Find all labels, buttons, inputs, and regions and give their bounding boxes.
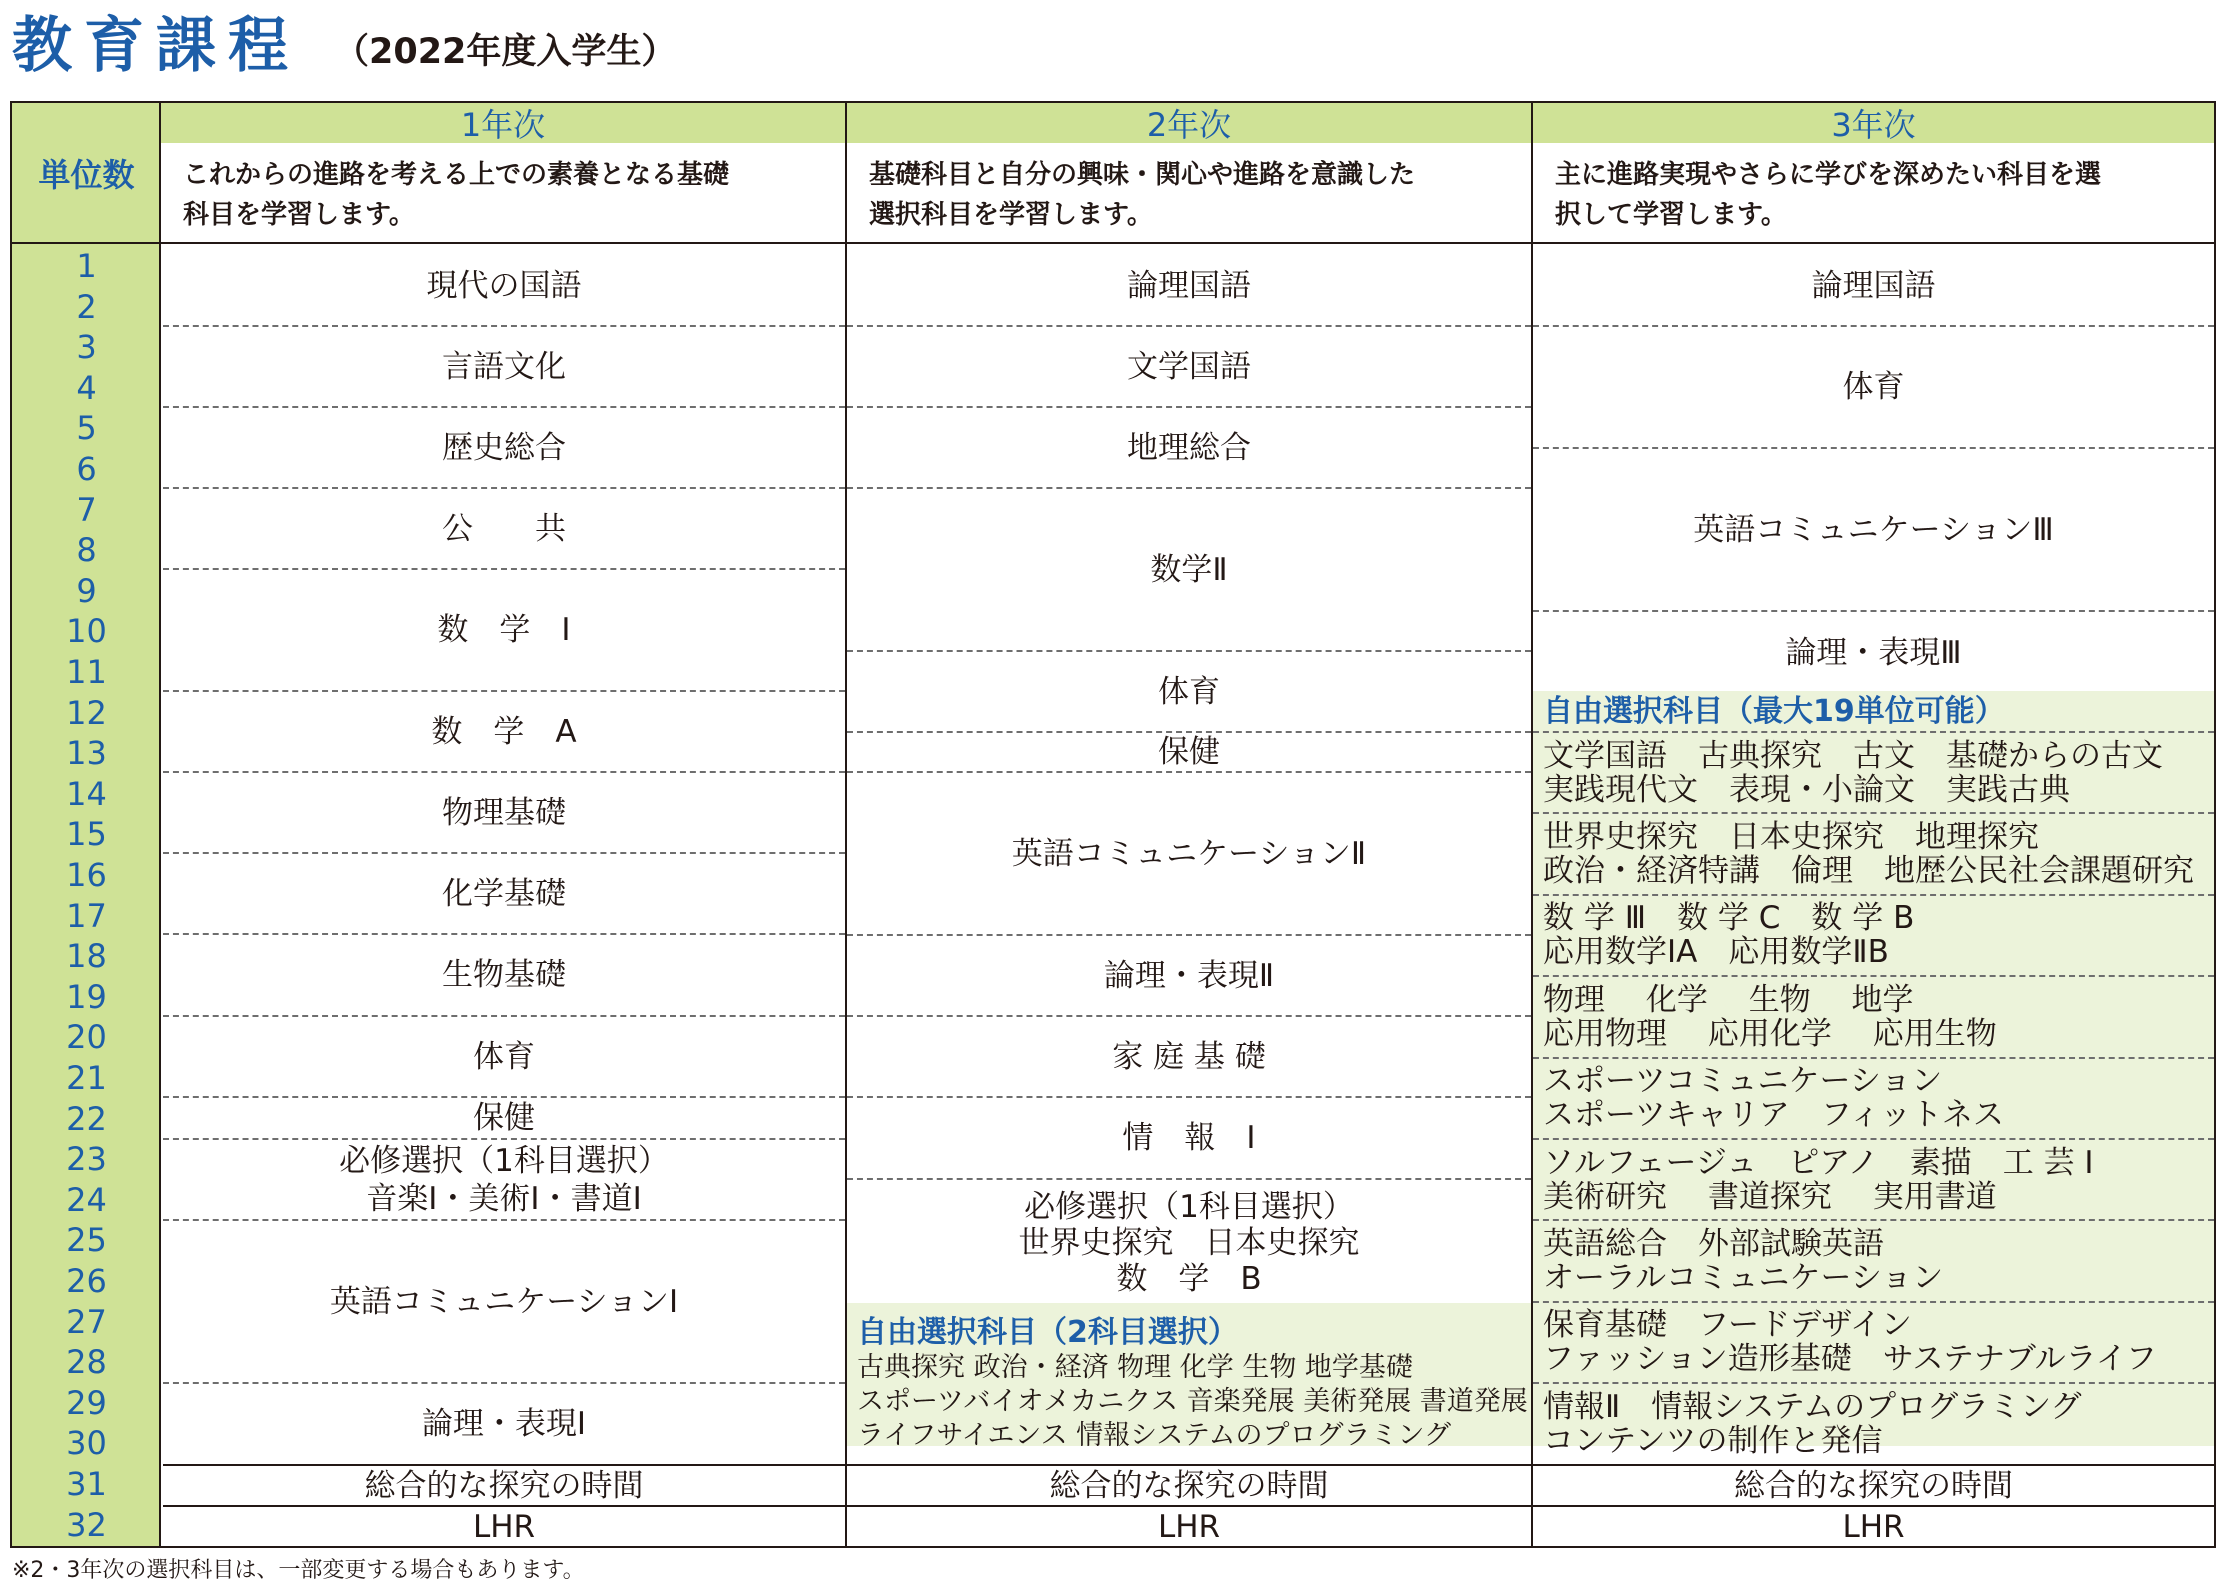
unit-number: 22	[66, 1099, 107, 1138]
elective-line: 物理 化学 生物 地学	[1543, 981, 1914, 1018]
y3-subject: 英語コミュニケーションⅢ	[1533, 449, 2214, 612]
elective-line: 応用物理 応用化学 応用生物	[1543, 1015, 1997, 1052]
unit-number: 3	[76, 328, 97, 367]
unit-number: 7	[76, 490, 97, 529]
y1-subject: 体育	[163, 1017, 845, 1098]
y1-subject: 物理基礎	[163, 773, 845, 854]
y3-elective-group	[1533, 977, 2214, 1058]
elective-line: ライフサイエンス 情報システムのプログラミング	[857, 1420, 1451, 1451]
unit-number: 23	[66, 1140, 107, 1179]
y3-subject: 体育	[1533, 327, 2214, 449]
unit-number: 27	[66, 1302, 107, 1341]
y2-subject: 保健	[847, 733, 1531, 773]
unit-number: 21	[66, 1059, 107, 1097]
unit-header: 単位数	[12, 103, 161, 244]
y3-subject: 論理国語	[1533, 246, 2214, 327]
unit-number: 1	[76, 247, 97, 285]
year1-description	[161, 145, 845, 244]
unit-number: 31	[66, 1465, 107, 1503]
cell-line: 世界史探究 日本史探究	[1018, 1225, 1360, 1261]
elective-line: ファッション造形基礎 サステナブルライフ	[1543, 1341, 2157, 1378]
y2-free-elective	[847, 1303, 1531, 1466]
desc-line: 択して学習します。	[1555, 200, 1787, 230]
desc-line: 基礎科目と自分の興味・関心や進路を意識した	[869, 160, 1416, 190]
y3-elective-group	[1533, 1384, 2214, 1466]
unit-number: 28	[66, 1343, 107, 1382]
unit-number: 6	[76, 450, 97, 488]
unit-number: 10	[66, 612, 107, 651]
unit-number: 2	[76, 287, 97, 326]
unit-number: 12	[66, 693, 107, 732]
unit-number: 24	[66, 1180, 107, 1219]
y2-subject: 情 報 Ⅰ	[847, 1098, 1531, 1180]
y3-elective-group	[1533, 1303, 2214, 1384]
elective-line: 保育基礎 フードデザイン	[1543, 1307, 1912, 1344]
unit-number: 20	[66, 1018, 107, 1057]
curriculum-table	[10, 101, 2216, 1548]
unit-number: 15	[66, 815, 107, 854]
year2-description	[847, 145, 1531, 244]
cell-line: 必修選択（1科目選択）	[339, 1142, 669, 1179]
y3-elective-group	[1533, 1059, 2214, 1140]
unit-number: 18	[66, 937, 107, 976]
elective-line: 美術研究 書道探究 実用書道	[1543, 1178, 1997, 1215]
elective-line: オーラルコミュニケーション	[1543, 1260, 1944, 1297]
y2-subject: 地理総合	[847, 408, 1531, 489]
elective-line: 世界史探究 日本史探究 地理探究	[1543, 819, 2039, 856]
unit-number: 5	[76, 409, 97, 448]
desc-line: 科目を学習します。	[183, 200, 415, 230]
y2-subject: 文学国語	[847, 327, 1531, 408]
elective-line: 文学国語 古典探究 古文 基礎からの古文	[1543, 737, 2163, 774]
footnote: ※2・3年次の選択科目は、一部変更する場合もあります。	[12, 1558, 585, 1583]
y1-subject: 総合的な探究の時間	[163, 1466, 845, 1507]
title-main: 教育課程	[12, 11, 300, 81]
y2-subject: LHR	[1157, 1508, 1221, 1545]
y1-subject: 化学基礎	[163, 854, 845, 935]
unit-number: 13	[66, 734, 107, 773]
desc-line: 主に進路実現やさらに学びを深めたい科目を選	[1555, 160, 2102, 190]
y3-elective-group	[1533, 733, 2214, 814]
y1-subject: 数 学 A	[163, 692, 845, 773]
y1-subject: 保健	[473, 1100, 535, 1136]
y2-subject: 家 庭 基 礎	[847, 1017, 1531, 1098]
y1-subject: 公 共	[163, 489, 845, 570]
cell-line: 必修選択（1科目選択）	[1024, 1189, 1354, 1225]
year3-header: 3年次	[1533, 103, 2214, 145]
y1-subject: 数 学 Ⅰ	[163, 570, 845, 692]
elective-title: 自由選択科目（2科目選択）	[857, 1315, 1238, 1350]
y1-subject: 生物基礎	[163, 935, 845, 1017]
unit-number: 25	[66, 1221, 107, 1260]
unit-number: 17	[66, 896, 107, 935]
elective-line: 古典探究 政治・経済 物理 化学 生物 地学基礎	[857, 1352, 1413, 1383]
elective-line: ソルフェージュ ピアノ 素描 工 芸 Ⅰ	[1543, 1144, 2094, 1181]
y3-free-elective-title	[1533, 693, 2214, 733]
y3-subject: 総合的な探究の時間	[1533, 1466, 2214, 1507]
unit-number: 9	[76, 571, 97, 610]
y3-subject: 論理・表現Ⅲ	[1785, 634, 1962, 671]
unit-number: 11	[66, 653, 107, 691]
unit-number: 30	[66, 1424, 107, 1463]
year3-description	[1533, 145, 2214, 244]
title-sub: （2022年度入学生）	[334, 32, 677, 72]
y3-elective-group	[1533, 1221, 2214, 1302]
elective-title: 自由選択科目（最大19単位可能）	[1543, 694, 2005, 729]
y3-subject: LHR	[1842, 1508, 1905, 1545]
unit-number: 19	[66, 977, 107, 1016]
unit-number: 29	[66, 1383, 107, 1422]
y2-subject: 論理国語	[847, 246, 1531, 327]
y1-subject: LHR	[472, 1508, 536, 1545]
year1-header: 1年次	[161, 103, 845, 145]
y1-subject: 歴史総合	[163, 408, 845, 489]
y3-elective-group	[1533, 1140, 2214, 1221]
unit-number: 26	[66, 1262, 107, 1300]
elective-line: スポーツコミュニケーション	[1543, 1063, 1943, 1100]
y2-subject: 数学Ⅱ	[847, 489, 1531, 652]
y1-subject: 言語文化	[163, 327, 845, 408]
unit-number: 8	[76, 531, 97, 570]
elective-line: 応用数学ⅠA 応用数学ⅡB	[1543, 934, 1889, 971]
cell-line: 音楽Ⅰ・美術Ⅰ・書道Ⅰ	[366, 1180, 642, 1217]
desc-line: 選択科目を学習します。	[869, 200, 1153, 230]
y1-subject: 論理・表現Ⅰ	[163, 1384, 845, 1466]
y1-subject: 英語コミュニケーションⅠ	[163, 1221, 845, 1384]
unit-number: 14	[66, 774, 107, 813]
y3-elective-group	[1533, 896, 2214, 977]
y2-subject: 総合的な探究の時間	[847, 1466, 1531, 1507]
year2-header: 2年次	[847, 103, 1531, 145]
elective-line: 政治・経済特講 倫理 地歴公民社会課題研究	[1543, 853, 2194, 890]
elective-line: 数 学 Ⅲ 数 学 C 数 学 B	[1543, 900, 1915, 937]
elective-line: 英語総合 外部試験英語	[1543, 1226, 1884, 1263]
desc-line: これからの進路を考える上での素養となる基礎	[183, 160, 730, 190]
elective-line: スポーツキャリア フィットネス	[1543, 1097, 2004, 1134]
elective-line: 情報Ⅱ 情報システムのプログラミング	[1543, 1389, 2082, 1426]
unit-number: 4	[76, 368, 97, 407]
unit-number: 32	[66, 1505, 107, 1544]
y2-subject: 体育	[847, 652, 1531, 733]
cell-line: 数 学 B	[1116, 1261, 1262, 1297]
unit-number: 16	[66, 856, 107, 894]
y2-subject: 論理・表現Ⅱ	[847, 936, 1531, 1017]
elective-line: 実践現代文 表現・小論文 実践古典	[1543, 771, 2070, 808]
y1-required-elective	[163, 1138, 845, 1221]
elective-line: スポーツバイオメカニクス 音楽発展 美術発展 書道発展	[857, 1386, 1528, 1417]
y2-required-elective	[847, 1180, 1531, 1303]
y2-subject: 英語コミュニケーションⅡ	[847, 773, 1531, 936]
y3-elective-group	[1533, 814, 2214, 895]
y1-subject: 現代の国語	[163, 246, 845, 327]
elective-line: コンテンツの制作と発信	[1543, 1423, 1883, 1460]
